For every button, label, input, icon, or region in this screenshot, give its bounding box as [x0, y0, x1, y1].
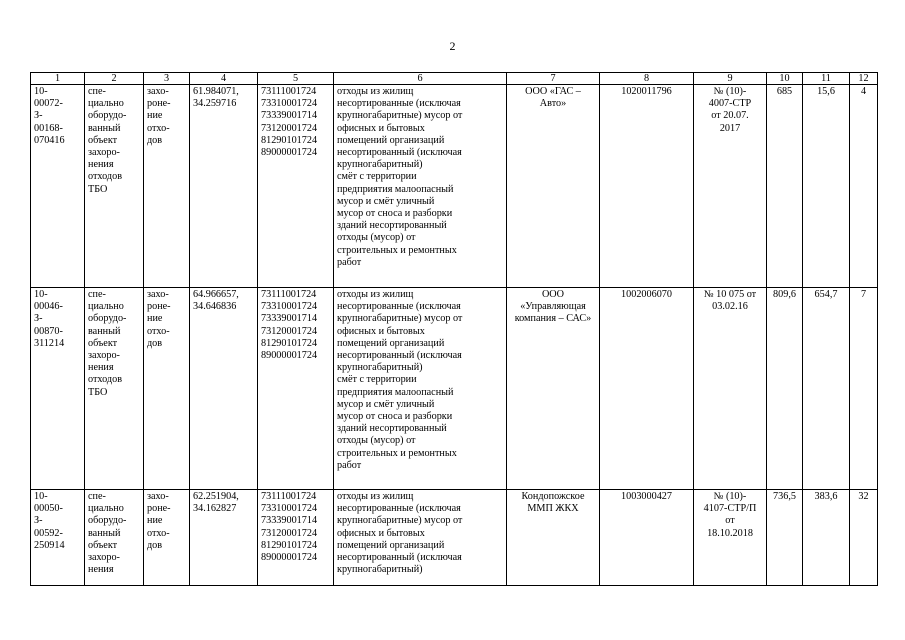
column-header: 1: [31, 73, 85, 85]
facility-type-cell: спе- циально оборудо- ванный объект захоро- нения отходов ТБО: [85, 288, 144, 490]
purpose-cell: захо- роне- ние отхо- дов: [144, 490, 190, 586]
column-header: 12: [850, 73, 878, 85]
waste-facility-registry-table: [30, 72, 878, 586]
waste-codes-cell: 73111001724 73310001724 73339001714 73120001724 81290101724 89000001724: [258, 288, 334, 490]
license-cell: № 10 075 от 03.02.16: [694, 288, 767, 490]
registry-id-cell: 10- 00072- З- 00168- 070416: [31, 85, 85, 288]
inn-cell: 1002006070: [600, 288, 694, 490]
column-header: 7: [507, 73, 600, 85]
column-header: 3: [144, 73, 190, 85]
column-header: 9: [694, 73, 767, 85]
column-11-cell: 15,6: [803, 85, 850, 288]
column-header: 2: [85, 73, 144, 85]
facility-type-cell: спе- циально оборудо- ванный объект захоро- нения: [85, 490, 144, 586]
column-number-header-row: [31, 73, 878, 85]
table-row: [31, 288, 878, 490]
operator-cell: Кондопожское ММП ЖКХ: [507, 490, 600, 586]
column-11-cell: 383,6: [803, 490, 850, 586]
operator-cell: ООО «ГАС – Авто»: [507, 85, 600, 288]
column-header: 5: [258, 73, 334, 85]
page-number: 2: [449, 39, 456, 53]
waste-codes-cell: 73111001724 73310001724 73339001714 73120001724 81290101724 89000001724: [258, 85, 334, 288]
registry-id-cell: 10- 00050- З- 00592- 250914: [31, 490, 85, 586]
coordinates-cell: 61.984071, 34.259716: [190, 85, 258, 288]
waste-types-cell: отходы из жилищ несортированные (исключая крупногабаритные) мусор от офисных и бытовых помещений организаций несортированный (исключая крупногабаритный) смёт с территории предприятия малоопасный мусор и смёт уличный мусор от сноса и разборки зданий несортированный отходы (мусор) от строительных и ремонтных работ: [334, 85, 507, 288]
table-row: [31, 490, 878, 586]
inn-cell: 1020011796: [600, 85, 694, 288]
column-12-cell: 32: [850, 490, 878, 586]
waste-types-cell: отходы из жилищ несортированные (исключая крупногабаритные) мусор от офисных и бытовых помещений организаций несортированный (исключая крупногабаритный) смёт с территории предприятия малоопасный мусор и смёт уличный мусор от сноса и разборки зданий несортированный отходы (мусор) от строительных и ремонтных работ: [334, 288, 507, 490]
waste-types-cell: отходы из жилищ несортированные (исключая крупногабаритные) мусор от офисных и бытовых помещений организаций несортированный (исключая крупногабаритный): [334, 490, 507, 586]
column-10-cell: 736,5: [767, 490, 803, 586]
registry-id-cell: 10- 00046- З- 00870- 311214: [31, 288, 85, 490]
column-12-cell: 7: [850, 288, 878, 490]
column-header: 11: [803, 73, 850, 85]
column-10-cell: 809,6: [767, 288, 803, 490]
operator-cell: ООО «Управляющая компания – САС»: [507, 288, 600, 490]
column-10-cell: 685: [767, 85, 803, 288]
column-header: 8: [600, 73, 694, 85]
purpose-cell: захо- роне- ние отхо- дов: [144, 288, 190, 490]
waste-codes-cell: 73111001724 73310001724 73339001714 73120001724 81290101724 89000001724: [258, 490, 334, 586]
column-header: 10: [767, 73, 803, 85]
column-12-cell: 4: [850, 85, 878, 288]
coordinates-cell: 64.966657, 34.646836: [190, 288, 258, 490]
license-cell: № (10)- 4007-СТР от 20.07. 2017: [694, 85, 767, 288]
column-11-cell: 654,7: [803, 288, 850, 490]
column-header: 6: [334, 73, 507, 85]
inn-cell: 1003000427: [600, 490, 694, 586]
column-header: 4: [190, 73, 258, 85]
table-row: [31, 85, 878, 288]
purpose-cell: захо- роне- ние отхо- дов: [144, 85, 190, 288]
coordinates-cell: 62.251904, 34.162827: [190, 490, 258, 586]
facility-type-cell: спе- циально оборудо- ванный объект захоро- нения отходов ТБО: [85, 85, 144, 288]
license-cell: № (10)- 4107-СТР/П от 18.10.2018: [694, 490, 767, 586]
